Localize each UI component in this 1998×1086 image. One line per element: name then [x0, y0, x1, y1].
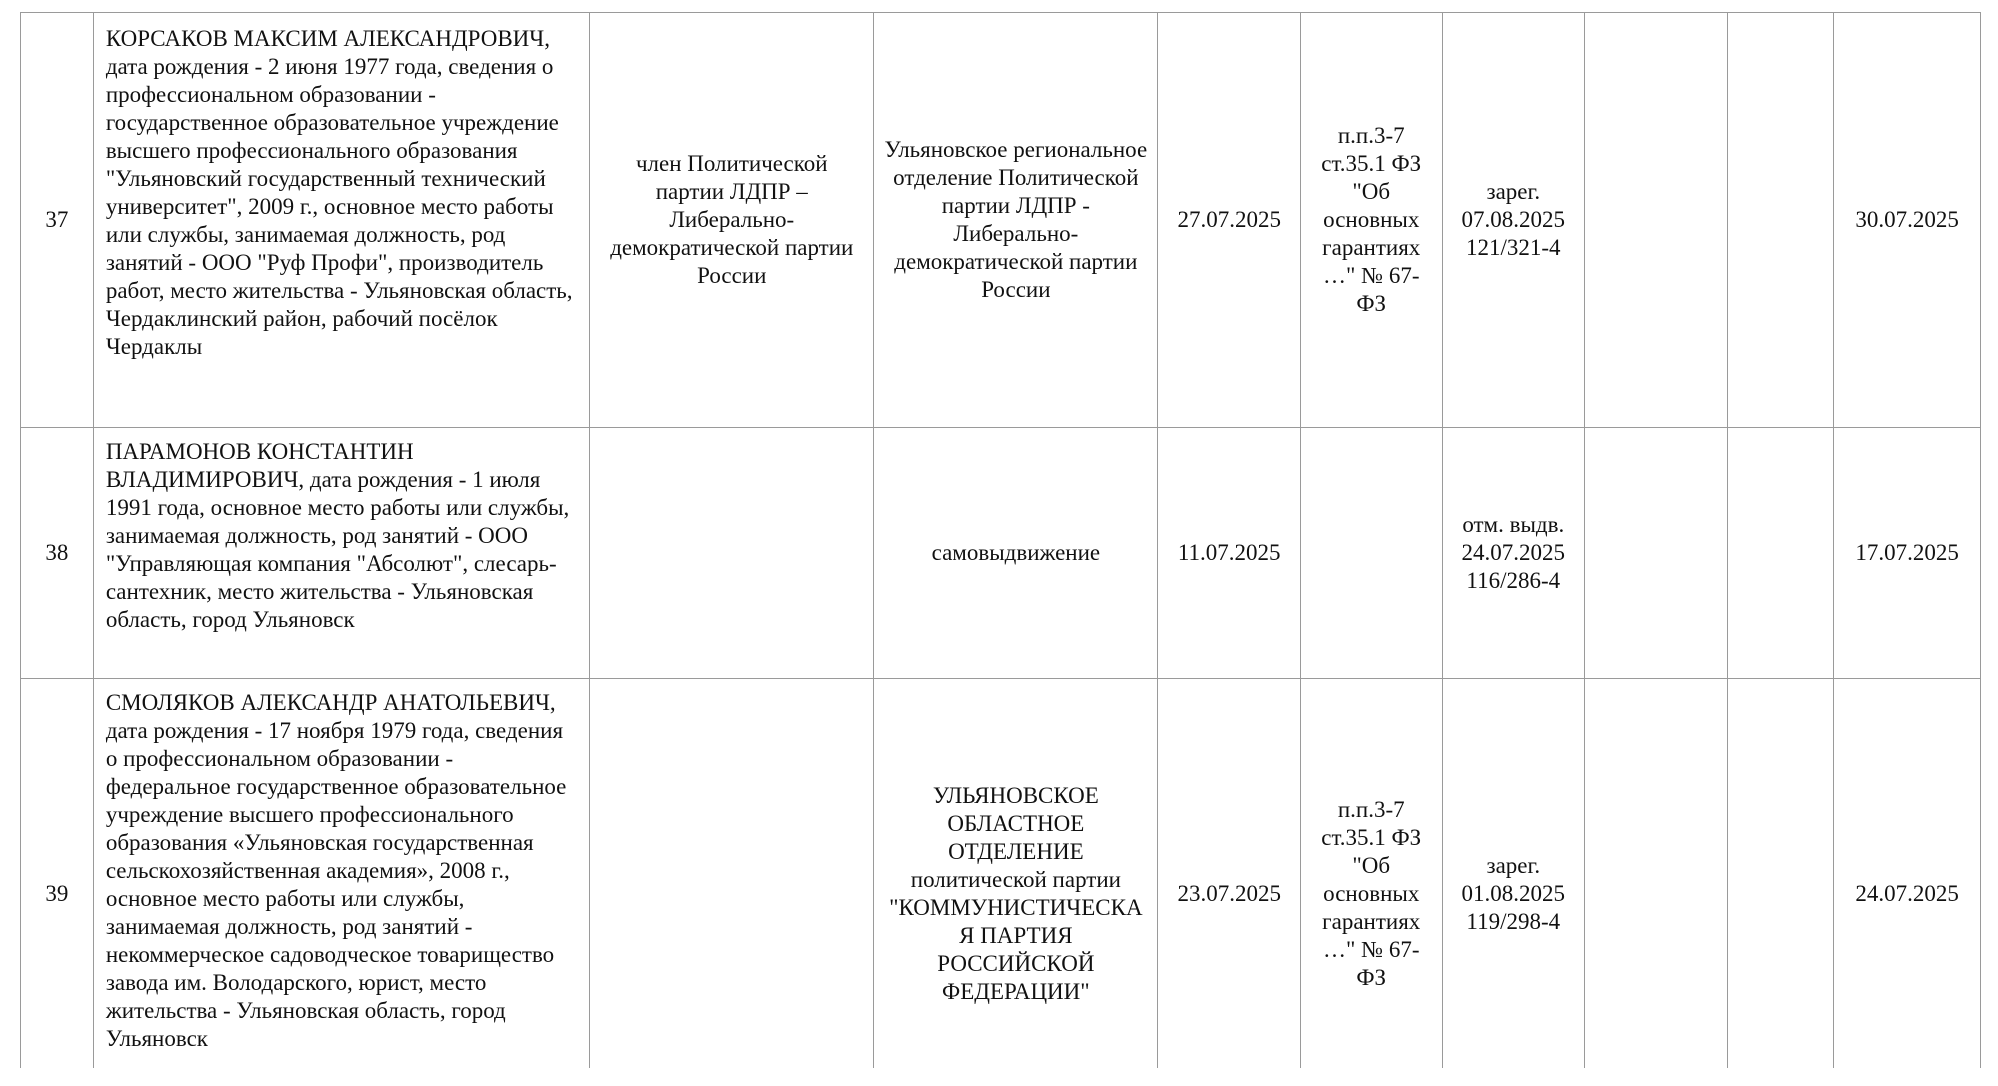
nominating-body: УЛЬЯНОВСКОЕ ОБЛАСТНОЕ ОТДЕЛЕНИЕ политической партии "КОММУНИСТИЧЕСКАЯ ПАРТИЯ РОССИЙСКОЙ ФЕДЕРАЦИИ" [874, 679, 1158, 1069]
legal-basis: п.п.3-7 ст.35.1 ФЗ "Об основных гарантиях …" № 67-ФЗ [1300, 13, 1442, 428]
empty-cell [1585, 13, 1728, 428]
nominating-body: Ульяновское региональное отделение Политической партии ЛДПР - Либерально-демократической партии России [874, 13, 1158, 428]
candidates-table-container [20, 12, 1981, 1068]
party-membership: член Политической партии ЛДПР – Либерально-демократической партии России [590, 13, 874, 428]
table-row [21, 428, 1981, 679]
empty-cell [1727, 13, 1834, 428]
empty-cell [1727, 428, 1834, 679]
row-number: 39 [21, 679, 94, 1069]
registration-status: зарег. 07.08.2025 121/321-4 [1442, 13, 1585, 428]
registration-status: отм. выдв. 24.07.2025 116/286-4 [1442, 428, 1585, 679]
empty-cell [1727, 679, 1834, 1069]
documents-date: 30.07.2025 [1834, 13, 1981, 428]
row-number: 38 [21, 428, 94, 679]
nomination-date: 27.07.2025 [1158, 13, 1301, 428]
party-membership [590, 428, 874, 679]
empty-cell [1585, 428, 1728, 679]
table-row [21, 679, 1981, 1069]
nomination-date: 23.07.2025 [1158, 679, 1301, 1069]
documents-date: 17.07.2025 [1834, 428, 1981, 679]
legal-basis [1300, 428, 1442, 679]
row-number: 37 [21, 13, 94, 428]
nominating-body: самовыдвижение [874, 428, 1158, 679]
documents-date: 24.07.2025 [1834, 679, 1981, 1069]
candidate-info: КОРСАКОВ МАКСИМ АЛЕКСАНДРОВИЧ, дата рождения - 2 июня 1977 года, сведения о профессиональном образовании - государственное образовательное учреждение высшего профессионального образования "Ульяновский государственный технический университет", 2009 г., основное место работы или службы, занимаемая должность, род занятий - ООО "Руф Профи", производитель работ, место жительства - Ульяновская область, Чердаклинский район, рабочий посёлок Чердаклы [93, 13, 589, 428]
registration-status: зарег. 01.08.2025 119/298-4 [1442, 679, 1585, 1069]
candidates-table [20, 12, 1981, 1068]
candidate-info: ПАРАМОНОВ КОНСТАНТИН ВЛАДИМИРОВИЧ, дата рождения - 1 июля 1991 года, основное место работы или службы, занимаемая должность, род занятий - ООО "Управляющая компания "Абсолют", слесарь-сантехник, место жительства - Ульяновская область, город Ульяновск [93, 428, 589, 679]
candidate-info: СМОЛЯКОВ АЛЕКСАНДР АНАТОЛЬЕВИЧ, дата рождения - 17 ноября 1979 года, сведения о профессиональном образовании - федеральное государственное образовательное учреждение высшего профессионального образования «Ульяновская государственная сельскохозяйственная академия», 2008 г., основное место работы или службы, занимаемая должность, род занятий - некоммерческое садоводческое товарищество завода им. Володарского, юрист, место жительства - Ульяновская область, город Ульяновск [93, 679, 589, 1069]
table-row [21, 13, 1981, 428]
party-membership [590, 679, 874, 1069]
empty-cell [1585, 679, 1728, 1069]
nomination-date: 11.07.2025 [1158, 428, 1301, 679]
legal-basis: п.п.3-7 ст.35.1 ФЗ "Об основных гарантиях …" № 67-ФЗ [1300, 679, 1442, 1069]
